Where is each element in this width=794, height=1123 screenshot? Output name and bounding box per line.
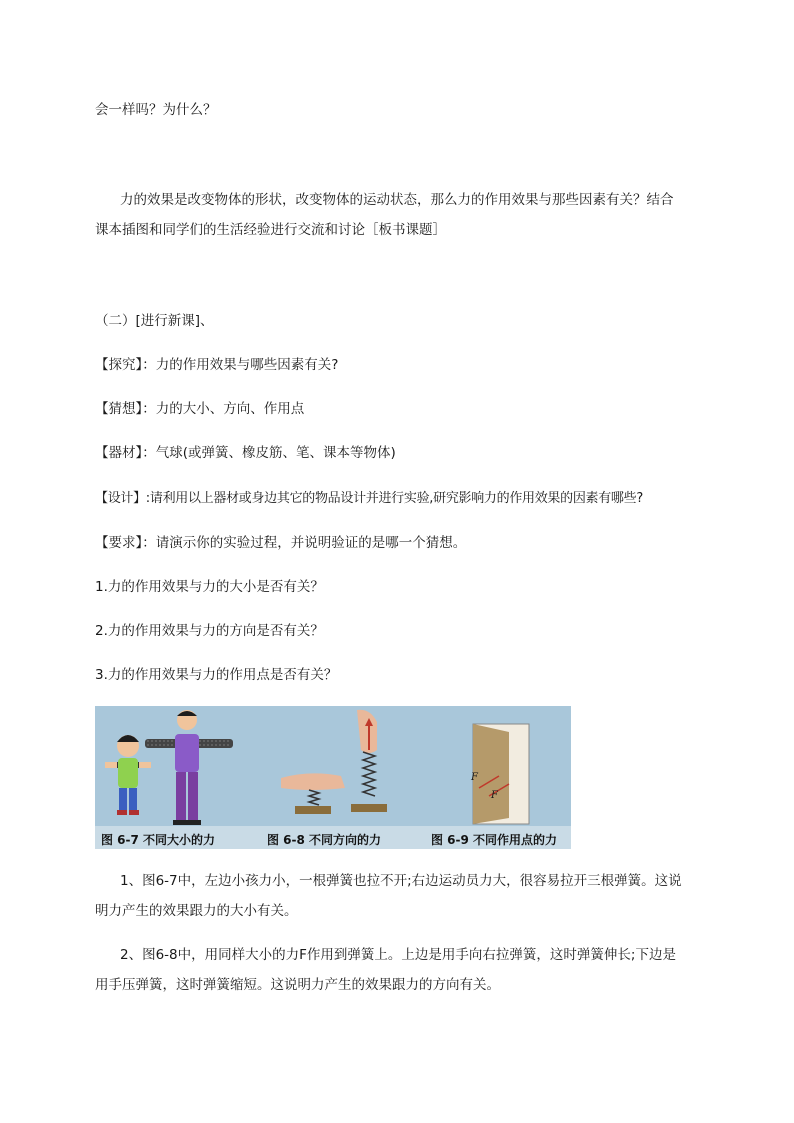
paragraph-fig67	[95, 866, 707, 926]
paragraph-line: 2、图6-8中，用同样大小的力F作用到弹簧上。上边是用手向右拉弹簧，这时弹簧伸长;下边是	[120, 947, 676, 963]
paragraph-line: 明力产生的效果跟力的大小有关。	[95, 903, 298, 919]
question-1: 1.力的作用效果与力的大小是否有关？	[95, 579, 324, 595]
paragraph-line: 1、图6-7中，左边小孩力小，一根弹簧也拉不开;右边运动员力大，很容易拉开三根弹簧。这说	[120, 873, 682, 889]
paragraph-intro	[95, 185, 707, 245]
paragraph-fig68	[95, 940, 707, 1000]
caption-6-8: 图 6-8 不同方向的力	[267, 833, 382, 847]
caption-6-9: 图 6-9 不同作用点的力	[431, 833, 558, 847]
figure-captions	[95, 706, 571, 849]
text-line: 会一样吗？为什么？	[95, 102, 217, 118]
textbook-figure	[95, 706, 571, 849]
section-heading: （二）[进行新课]、	[95, 313, 214, 329]
paragraph-line: 课本插图和同学们的生活经验进行交流和讨论［板书课题］	[95, 222, 446, 238]
paragraph-line: 力的效果是改变物体的形状，改变物体的运动状态，那么力的作用效果与那些因素有关？结合	[120, 192, 674, 208]
requirement-line: 【要求】：请演示你的实验过程，并说明验证的是哪一个猜想。	[95, 535, 467, 551]
question-2: 2.力的作用效果与力的方向是否有关？	[95, 623, 324, 639]
design-line: 【设计】:请利用以上器材或身边其它的物品设计并进行实验,研究影响力的作用效果的因素有哪些?	[95, 491, 643, 506]
caption-6-7: 图 6-7 不同大小的力	[101, 833, 216, 847]
force-label-f1: F	[471, 772, 478, 783]
equipment-line: 【器材】：气球(或弹簧、橡皮筋、笔、课本等物体)	[95, 445, 396, 461]
guess-line: 【猜想】：力的大小、方向、作用点	[95, 401, 305, 417]
explore-line: 【探究】：力的作用效果与哪些因素有关?	[95, 357, 339, 373]
question-3: 3.力的作用效果与力的作用点是否有关？	[95, 667, 338, 683]
force-label-f2: F	[491, 790, 498, 801]
paragraph-line: 用手压弹簧，这时弹簧缩短。这说明力产生的效果跟力的方向有关。	[95, 977, 500, 993]
